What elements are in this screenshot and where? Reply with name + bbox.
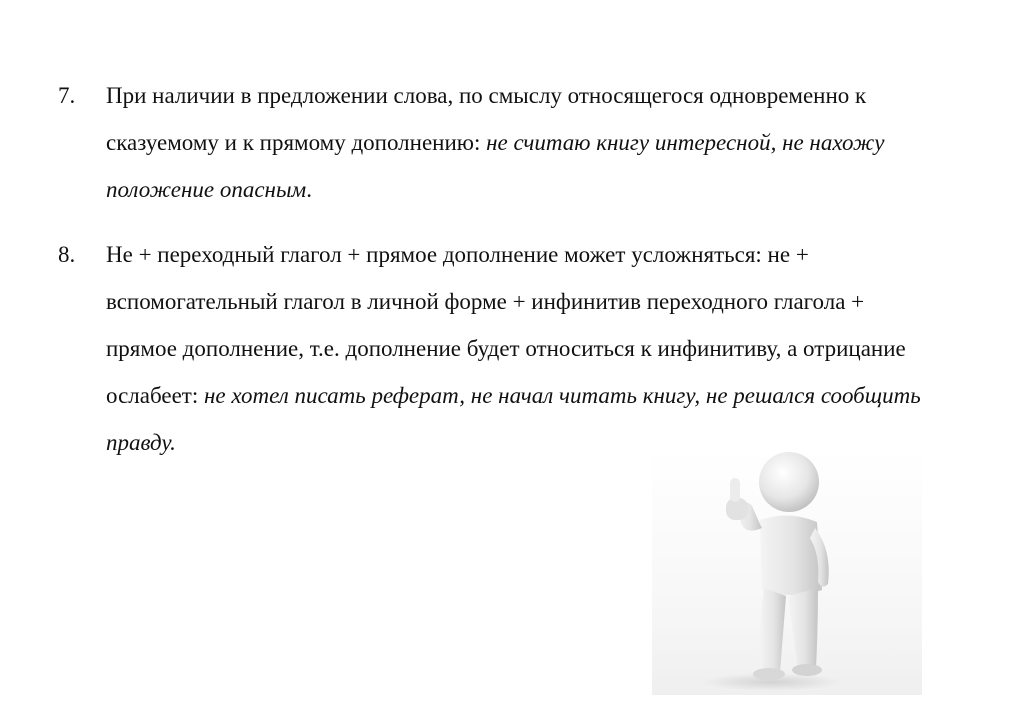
thumbs-up-figure-icon — [652, 450, 922, 695]
list-item-number: 8. — [58, 242, 76, 267]
text-end: . — [306, 177, 312, 202]
list-item-text — [106, 231, 936, 466]
list-item-number: 7. — [58, 83, 76, 108]
italic-example: не хотел писать реферат, не начал читать книгу, не решался сообщить правду. — [106, 383, 921, 455]
italic-example: не считаю книгу интересной, не нахожу положение опасным — [106, 130, 885, 202]
list-item-text — [106, 72, 936, 213]
plain-text: При наличии в предложении слова, по смыслу относящегося одновременно к сказуемому и к прямому дополнению: — [106, 83, 867, 155]
plain-text: Не + переходный глагол + прямое дополнение может усложняться: не + вспомогательный глагол в личной форме + инфинитив переходного глагола + прямое дополнение, т.е. дополнение будет относиться к инфинитиву, а отрицание ослабеет: — [106, 242, 906, 408]
figure-drawing — [652, 450, 922, 695]
